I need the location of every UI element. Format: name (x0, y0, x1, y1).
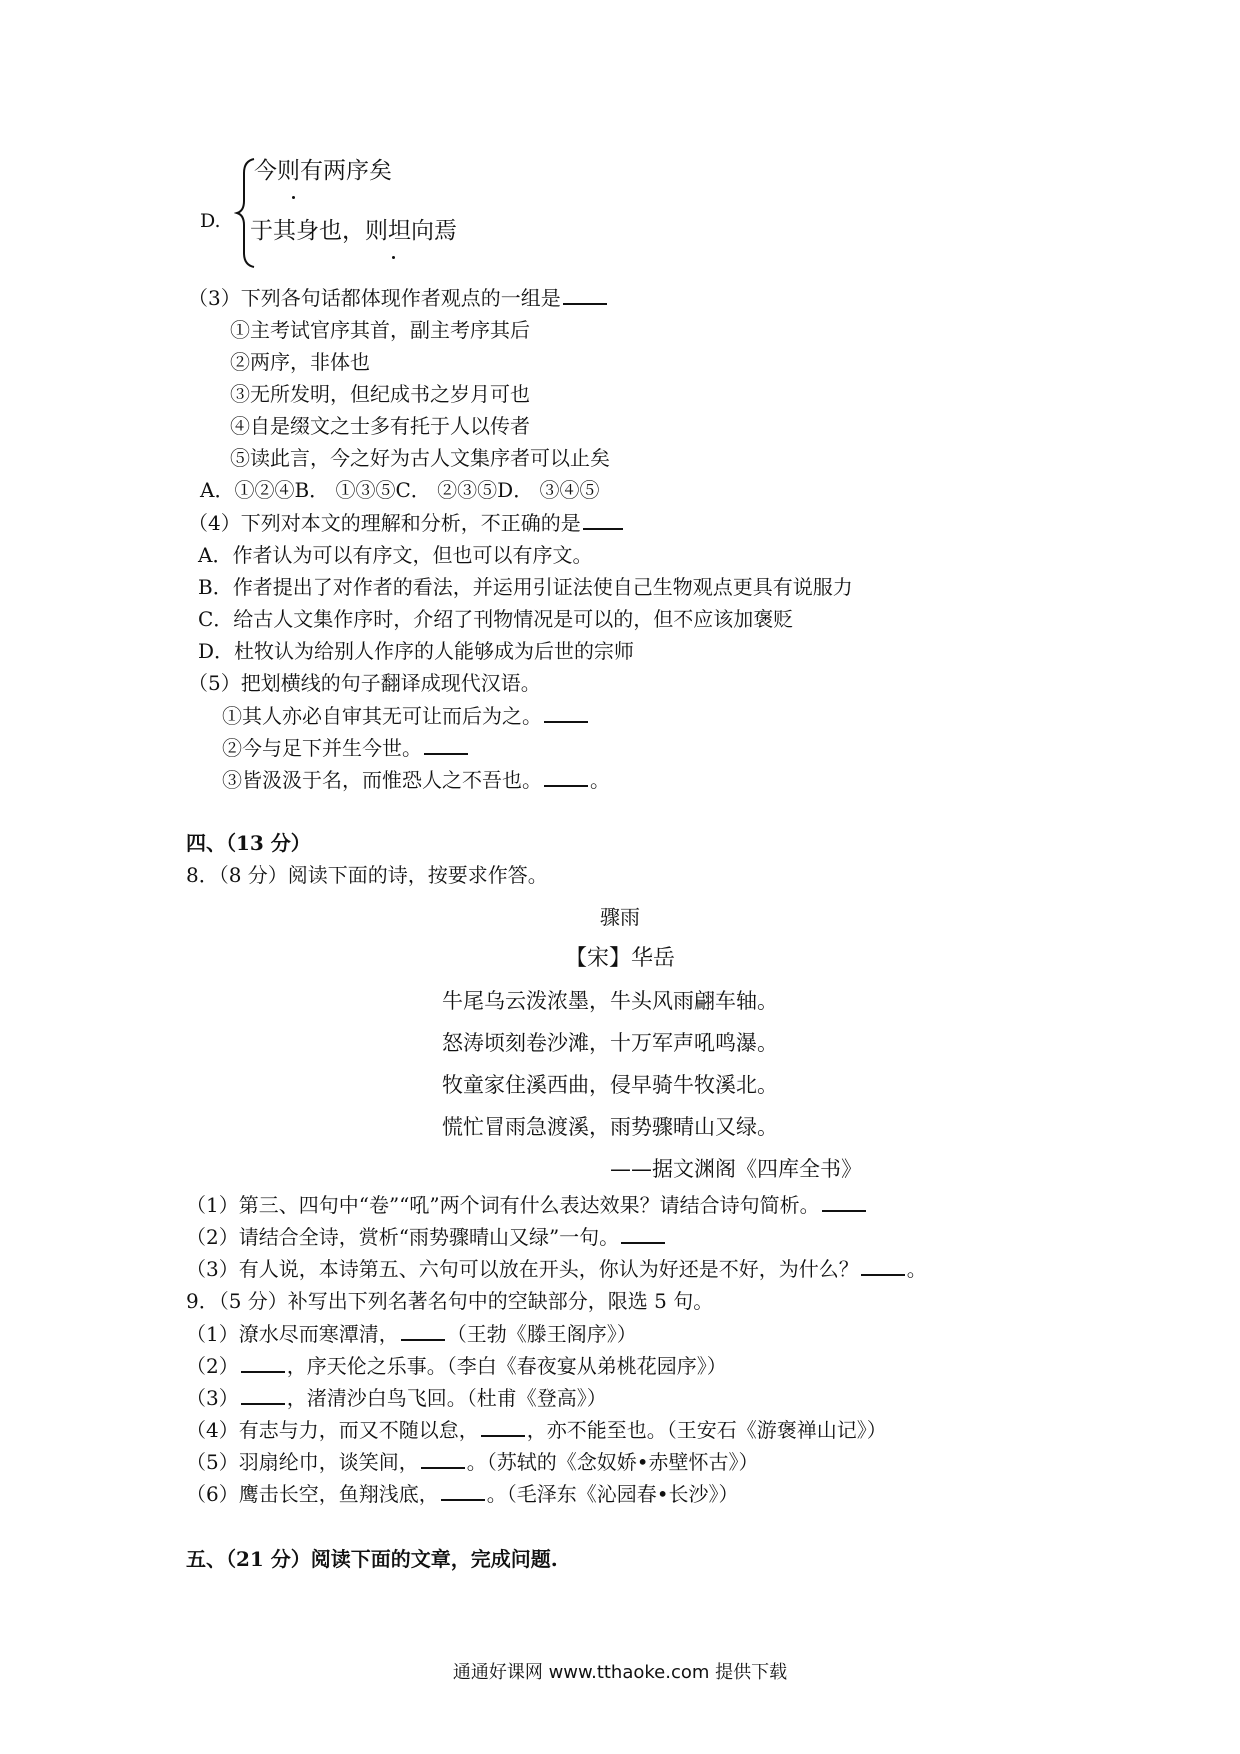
q4-option: C．给古人文集作序时，介绍了刊物情况是可以的，但不应该加褒贬 (198, 607, 794, 631)
q3-item: ②两序，非体也 (230, 350, 370, 374)
page-footer: 通通好课网 www.tthaoke.com 提供下载 (452, 1662, 788, 1683)
q4-option: D．杜牧认为给别人作序的人能够成为后世的宗师 (198, 639, 635, 663)
option-d-label: D. (200, 210, 221, 232)
q9-stem: 9．（5 分）补写出下列名著名句中的空缺部分，限选 5 句。 (186, 1289, 714, 1313)
poem-line: 牛尾乌云泼浓墨，牛头风雨翩车轴。 (442, 989, 778, 1013)
poem-line: 慌忙冒雨急渡溪，雨势骤晴山又绿。 (442, 1115, 778, 1139)
section-4-heading: 四、（13 分） (186, 831, 311, 855)
poem-line: 怒涛顷刻卷沙滩，十万军声吼鸣瀑。 (442, 1031, 778, 1055)
answer-blank (583, 510, 623, 530)
q4-option: A．作者认为可以有序文，但也可以有序文。 (198, 543, 593, 567)
q3-options: A．①②④B． ①③⑤C． ②③⑤D． ③④⑤ (200, 478, 600, 502)
q9-item: （3） ，渚清沙白鸟飞回。（杜甫《登高》） (186, 1386, 607, 1410)
q8-stem: 8．（8 分）阅读下面的诗，按要求作答。 (186, 863, 548, 887)
q9-item: （2） ，序天伦之乐事。（李白《春夜宴从弟桃花园序》） (186, 1354, 727, 1378)
answer-blank (481, 1417, 525, 1437)
q4-option: B．作者提出了对作者的看法，并运用引证法使自己生物观点更具有说服力 (198, 575, 853, 599)
answer-blank (424, 735, 468, 755)
q9-item: （5）羽扇纶巾，谈笑间， 。（苏轼的《念奴娇•赤壁怀古》） (186, 1450, 759, 1474)
q5-item: ①其人亦必自审其无可让而后为之。 (222, 703, 590, 729)
section-5-heading: 五、（21 分）阅读下面的文章，完成问题. (186, 1547, 558, 1571)
q9-item: （6）鹰击长空，鱼翔浅底， 。（毛泽东《沁园春•长沙》） (186, 1482, 739, 1506)
answer-blank (563, 285, 607, 305)
emphasis-dot (292, 196, 295, 199)
q5-item: ③皆汲汲于名，而惟恐人之不吾也。 。 (222, 768, 610, 792)
answer-blank (544, 703, 588, 723)
q3-item: ⑤读此言，今之好为古人文集序者可以止矣 (230, 446, 610, 470)
answer-blank (621, 1224, 665, 1244)
answer-blank (861, 1256, 905, 1276)
answer-blank (441, 1481, 485, 1501)
poem-source: ——据文渊阁《四库全书》 (610, 1157, 862, 1181)
q9-item: （1）潦水尽而寒潭清， （王勃《滕王阁序》） (186, 1322, 637, 1346)
q3-stem: （3）下列各句话都体现作者观点的一组是 (188, 285, 609, 311)
q9-item: （4）有志与力，而又不随以怠， ，亦不能至也。（王安石《游褒禅山记》） (186, 1418, 887, 1442)
answer-blank (401, 1321, 445, 1341)
q5-stem: （5）把划横线的句子翻译成现代汉语。 (188, 671, 541, 695)
q5-item: ②今与足下并生今世。 (222, 735, 470, 761)
option-d-line2: 于其身也，则坦向焉 (250, 218, 457, 244)
answer-blank (421, 1449, 465, 1469)
q8-item: （3）有人说，本诗第五、六句可以放在开头，你认为好还是不好，为什么？ 。 (186, 1257, 927, 1281)
poem-title: 骤雨 (600, 905, 640, 929)
q3-item: ①主考试官序其首，副主考序其后 (230, 318, 530, 342)
q3-item: ④自是缀文之士多有托于人以传者 (230, 414, 530, 438)
q3-item: ③无所发明，但纪成书之岁月可也 (230, 382, 530, 406)
answer-blank (822, 1192, 866, 1212)
q8-item: （1）第三、四句中“卷”“吼”两个词有什么表达效果？请结合诗句简析。 (186, 1192, 868, 1218)
poem-line: 牧童家住溪西曲，侵早骑牛牧溪北。 (442, 1073, 778, 1097)
emphasis-dot (392, 256, 395, 259)
option-d-line1: 今则有两序矣 (254, 158, 392, 184)
q4-stem: （4）下列对本文的理解和分析，不正确的是 (188, 510, 625, 536)
answer-blank (241, 1353, 285, 1373)
left-brace (234, 157, 256, 269)
poem-author: 【宋】华岳 (564, 946, 675, 971)
q8-item: （2）请结合全诗，赏析“雨势骤晴山又绿”一句。 (186, 1224, 667, 1250)
answer-blank (241, 1385, 285, 1405)
answer-blank (544, 767, 588, 787)
